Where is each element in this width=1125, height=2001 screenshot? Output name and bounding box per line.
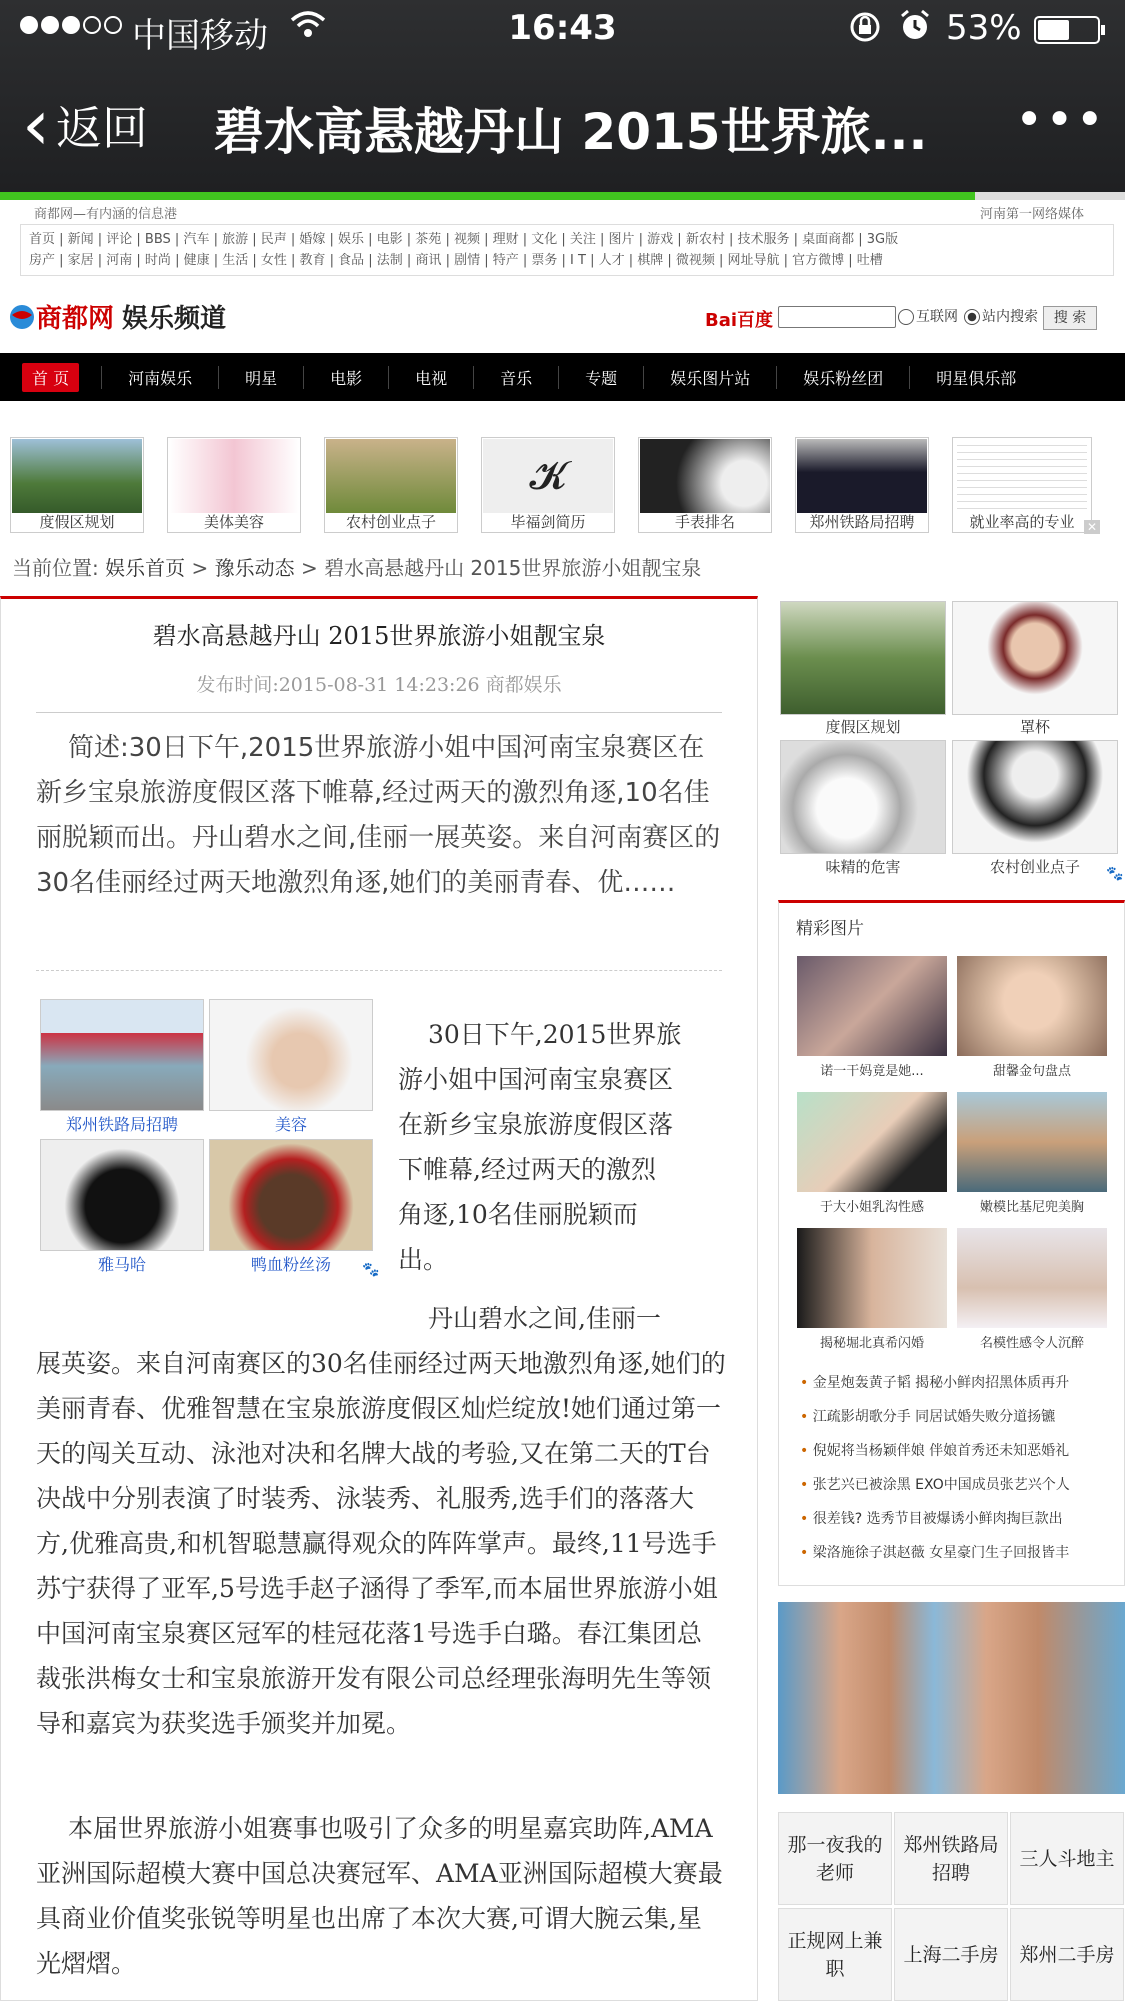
search-button[interactable]: 搜 索 xyxy=(1043,306,1097,330)
hot-link[interactable]: 正规网上兼职 xyxy=(778,1908,892,2001)
ad-image: 𝓚 xyxy=(483,439,613,513)
chevron-left-icon: ‹ xyxy=(22,84,50,166)
ad-image xyxy=(640,439,770,513)
ad-thumb[interactable] xyxy=(167,437,301,533)
breadcrumb-label: 当前位置: xyxy=(12,556,99,580)
news-link[interactable]: • 江疏影胡歌分手 同居试婚失败分道扬镳 xyxy=(800,1406,1110,1426)
gallery-caption[interactable]: 甜馨金句盘点 xyxy=(992,1064,1071,1079)
radio-dot-selected xyxy=(964,309,980,325)
news-link[interactable]: • 张艺兴已被涂黑 EXO中国成员张艺兴个人 xyxy=(800,1474,1110,1494)
site-slogan: 商都网—有内涵的信息港 xyxy=(34,207,178,222)
channel-links-row-1[interactable]: 首页 | 新闻 | 评论 | BBS | 汽车 | 旅游 | 民声 | 婚嫁 | 娱乐 | 电影 | 茶苑 | 视频 | 理财 | 文化 | 关注 | 图片 | 游戏 | 新农村 | 技术服务 | 桌面商都 | 3G版 xyxy=(29,232,899,247)
battery-percentage: 53% xyxy=(946,8,1022,48)
news-link[interactable]: • 梁洛施徐子淇赵薇 女星豪门生子回报皆丰 xyxy=(800,1542,1110,1562)
ad-caption: 农村创业点子 xyxy=(345,513,436,531)
battery-level xyxy=(1038,20,1069,40)
ad-caption: 度假区规划 xyxy=(39,513,115,531)
article-paragraph-1 xyxy=(398,1012,728,1282)
baidu-logo: Bai百度 xyxy=(705,310,774,331)
sidebar-ad-caption[interactable]: 度假区规划 xyxy=(825,718,901,736)
para-line: 游小姐中国河南宝泉赛区 xyxy=(398,1065,674,1094)
menu-tv[interactable]: 电视 xyxy=(388,366,473,389)
inline-ad-caption[interactable]: 雅马哈 xyxy=(97,1255,146,1274)
gallery-image[interactable] xyxy=(957,1228,1107,1328)
carrier-name: 中国移动 xyxy=(132,16,268,56)
inline-ad-image[interactable] xyxy=(40,999,204,1111)
para-line: 30日下午,2015世界旅 xyxy=(428,1020,682,1049)
search-input[interactable] xyxy=(778,306,896,328)
divider xyxy=(36,712,722,713)
site-channel-links xyxy=(20,224,1114,276)
article-paragraph-2: 展英姿。来自河南赛区的30名佳丽经过两天地激烈角逐,她们的美丽青春、优雅智慧在宝泉旅游度假区灿烂绽放!她们通过第一天的闯关互动、泳池对决和名牌大战的考验,又在第二天的T台决战中分别表演了时装秀、泳装秀、礼服秀,选手们的落落大方,优雅高贵,和机智聪慧赢得观众的阵阵掌声。最终,11号选手苏宁获得了亚军,5号选手赵子涵得了季军,而本届世界旅游小姐中国河南宝泉赛区冠军的桂冠花落1号选手白璐。春江集团总裁张洪梅女士和宝泉旅游开发有限公司总经理张海明先生等领导和嘉宾为获奖选手颁奖并加冕。 xyxy=(36,1349,726,1738)
menu-movies[interactable]: 电影 xyxy=(303,366,388,389)
radio-dot xyxy=(898,309,914,325)
breadcrumb-sep: > xyxy=(185,556,215,580)
menu-photo-site[interactable]: 娱乐图片站 xyxy=(643,366,776,389)
inline-ad-image[interactable] xyxy=(209,1139,373,1251)
hot-links-grid xyxy=(778,1812,1125,2001)
para-line: 出。 xyxy=(398,1245,449,1274)
gallery-caption[interactable]: 于大小姐乳沟性感 xyxy=(819,1200,924,1215)
paw-icon: 🐾 xyxy=(1106,866,1124,882)
gallery-caption[interactable]: 诺一干妈竟是她... xyxy=(820,1064,924,1079)
rotation-lock-icon xyxy=(848,10,882,52)
inline-ad-caption[interactable]: 郑州铁路局招聘 xyxy=(65,1115,178,1134)
sidebar-ad-image[interactable] xyxy=(780,601,946,715)
breadcrumb-home[interactable]: 娱乐首页 xyxy=(105,556,186,580)
article-paragraph-3: 本届世界旅游小姐赛事也吸引了众多的明星嘉宾助阵,AMA亚洲国际超模大赛中国总决赛冠军、AMA亚洲国际超模大赛最具商业价值奖张锐等明星也出席了本次大赛,可谓大腕云集,星光熠熠。 xyxy=(36,1814,723,1978)
back-button[interactable] xyxy=(22,84,148,166)
breadcrumb-current: 碧水高悬越丹山 2015世界旅游小姐靓宝泉 xyxy=(324,556,702,580)
ad-thumb[interactable] xyxy=(638,437,772,533)
article-meta: 发布时间:2015-08-31 14:23:26 商都娱乐 xyxy=(196,674,562,696)
sidebar-ad-caption[interactable]: 农村创业点子 xyxy=(989,858,1080,876)
ad-caption: 毕福剑简历 xyxy=(510,513,586,531)
ad-image xyxy=(957,439,1087,513)
featured-photos-title: 精彩图片 xyxy=(796,919,864,939)
hot-link[interactable]: 三人斗地主 xyxy=(1010,1812,1124,1905)
inline-ad-image[interactable] xyxy=(209,999,373,1111)
menu-fans[interactable]: 娱乐粉丝团 xyxy=(776,366,909,389)
gallery-image[interactable] xyxy=(957,956,1107,1056)
close-ad-icon[interactable]: ✕ xyxy=(1084,520,1100,534)
ad-thumb[interactable] xyxy=(10,437,144,533)
page-load-progress xyxy=(0,192,975,200)
radio-web[interactable] xyxy=(898,306,958,326)
gallery-caption[interactable]: 揭秘堀北真希闪婚 xyxy=(819,1336,924,1351)
para-line: 在新乡宝泉旅游度假区落 xyxy=(398,1110,674,1139)
radio-web-label: 互联网 xyxy=(916,309,958,325)
menu-music[interactable]: 音乐 xyxy=(473,366,558,389)
sidebar-ad-caption[interactable]: 味精的危害 xyxy=(825,858,901,876)
ad-thumb[interactable] xyxy=(952,437,1092,533)
menu-henan-ent[interactable]: 河南娱乐 xyxy=(101,366,218,389)
hot-link[interactable]: 那一夜我的老师 xyxy=(778,1812,892,1905)
menu-topics[interactable]: 专题 xyxy=(558,366,643,389)
channel-menu xyxy=(0,353,1125,401)
radio-site[interactable] xyxy=(964,306,1038,326)
page-load-progress-track xyxy=(975,192,1125,200)
radio-site-label: 站内搜索 xyxy=(982,309,1038,325)
news-link[interactable]: • 金星炮轰黄子韬 揭秘小鲜肉招黑体质再升 xyxy=(800,1372,1110,1392)
alarm-icon xyxy=(898,8,932,50)
page-title: 碧水高悬越丹山 2015世界旅... xyxy=(214,103,928,161)
article-summary: 简述:30日下午,2015世界旅游小姐中国河南宝泉赛区在新乡宝泉旅游度假区落下帷幕,经过两天的激烈角逐,10名佳丽脱颖而出。丹山碧水之间,佳丽一展英姿。来自河南赛区的30名佳丽经过两天地激烈角逐,她们的美丽青春、优…… xyxy=(36,733,721,898)
inline-ad-image[interactable] xyxy=(40,1139,204,1251)
gallery-caption[interactable]: 嫩模比基尼兜美胸 xyxy=(979,1200,1084,1215)
hot-link[interactable]: 上海二手房 xyxy=(894,1908,1008,2001)
article-paragraph-2-lead: 丹山碧水之间,佳丽一 xyxy=(428,1304,661,1333)
breadcrumb xyxy=(12,552,701,581)
channel-links-row-2[interactable]: 房产 | 家居 | 河南 | 时尚 | 健康 | 生活 | 女性 | 教育 | 食品 | 法制 | 商讯 | 剧情 | 特产 | 票务 | I T | 人才 | 棋牌 | 微视频 | 网址导航 | 官方微博 | 吐槽 xyxy=(29,253,883,268)
sidebar-ad-caption[interactable]: 罩杯 xyxy=(1019,718,1050,736)
news-link[interactable]: • 很差钱? 选秀节目被爆诱小鲜肉掏巨款出 xyxy=(800,1508,1110,1528)
channel-name: 娱乐频道 xyxy=(122,304,227,334)
app-top-bar xyxy=(0,0,1125,192)
menu-home[interactable]: 首 页 xyxy=(22,363,79,392)
para-line: 角逐,10名佳丽脱颖而 xyxy=(398,1200,638,1229)
gallery-image[interactable] xyxy=(797,1092,947,1192)
menu-star-club[interactable]: 明星俱乐部 xyxy=(909,366,1042,389)
breadcrumb-section[interactable]: 豫乐动态 xyxy=(214,556,295,580)
sidebar-ad-image[interactable] xyxy=(780,740,946,854)
ad-image xyxy=(797,439,927,513)
news-link[interactable]: • 倪妮将当杨颖伴娘 伴娘首秀还未知恶婚礼 xyxy=(800,1440,1110,1460)
gallery-image[interactable] xyxy=(957,1092,1107,1192)
gallery-caption[interactable]: 名模性感令人沉醉 xyxy=(979,1336,1084,1351)
inline-ad-caption[interactable]: 鸭血粉丝汤 xyxy=(250,1255,331,1274)
ad-image xyxy=(12,439,142,513)
article-title: 碧水高悬越丹山 2015世界旅游小姐靓宝泉 xyxy=(152,622,606,650)
ad-thumb[interactable] xyxy=(795,437,929,533)
ad-caption: 就业率高的专业 xyxy=(969,513,1075,531)
ad-thumb[interactable] xyxy=(324,437,458,533)
more-menu-button[interactable]: ••• xyxy=(1015,92,1106,148)
gallery-image[interactable] xyxy=(797,956,947,1056)
inline-ad-caption[interactable]: 美容 xyxy=(274,1115,307,1134)
menu-stars[interactable]: 明星 xyxy=(218,366,303,389)
breadcrumb-sep: > xyxy=(294,556,325,580)
site-slogan-right: 河南第一网络媒体 xyxy=(980,207,1085,222)
banner-ad[interactable] xyxy=(778,1602,1125,1794)
ad-image xyxy=(326,439,456,513)
gallery-image[interactable] xyxy=(797,1228,947,1328)
para-line: 下帷幕,经过两天的激烈 xyxy=(398,1155,656,1184)
ad-caption: 郑州铁路局招聘 xyxy=(809,513,915,531)
logo-text: 商都网 xyxy=(36,304,115,334)
battery-icon xyxy=(1034,16,1100,44)
status-time: 16:43 xyxy=(508,8,617,48)
sidebar-ad-image[interactable] xyxy=(952,740,1118,854)
ad-caption: 美体美容 xyxy=(203,513,264,531)
sidebar-ad-image[interactable] xyxy=(952,601,1118,715)
ad-image xyxy=(169,439,299,513)
status-bar xyxy=(0,0,1125,60)
hot-link[interactable]: 郑州铁路局招聘 xyxy=(894,1812,1008,1905)
site-logo[interactable] xyxy=(8,298,226,335)
paw-icon: 🐾 xyxy=(362,1262,380,1278)
back-label: 返回 xyxy=(56,101,148,155)
ad-caption: 手表排名 xyxy=(674,513,735,531)
globe-logo-icon xyxy=(8,303,36,331)
hot-link[interactable]: 郑州二手房 xyxy=(1010,1908,1124,2001)
divider xyxy=(36,970,722,971)
ad-thumb[interactable] xyxy=(481,437,615,533)
